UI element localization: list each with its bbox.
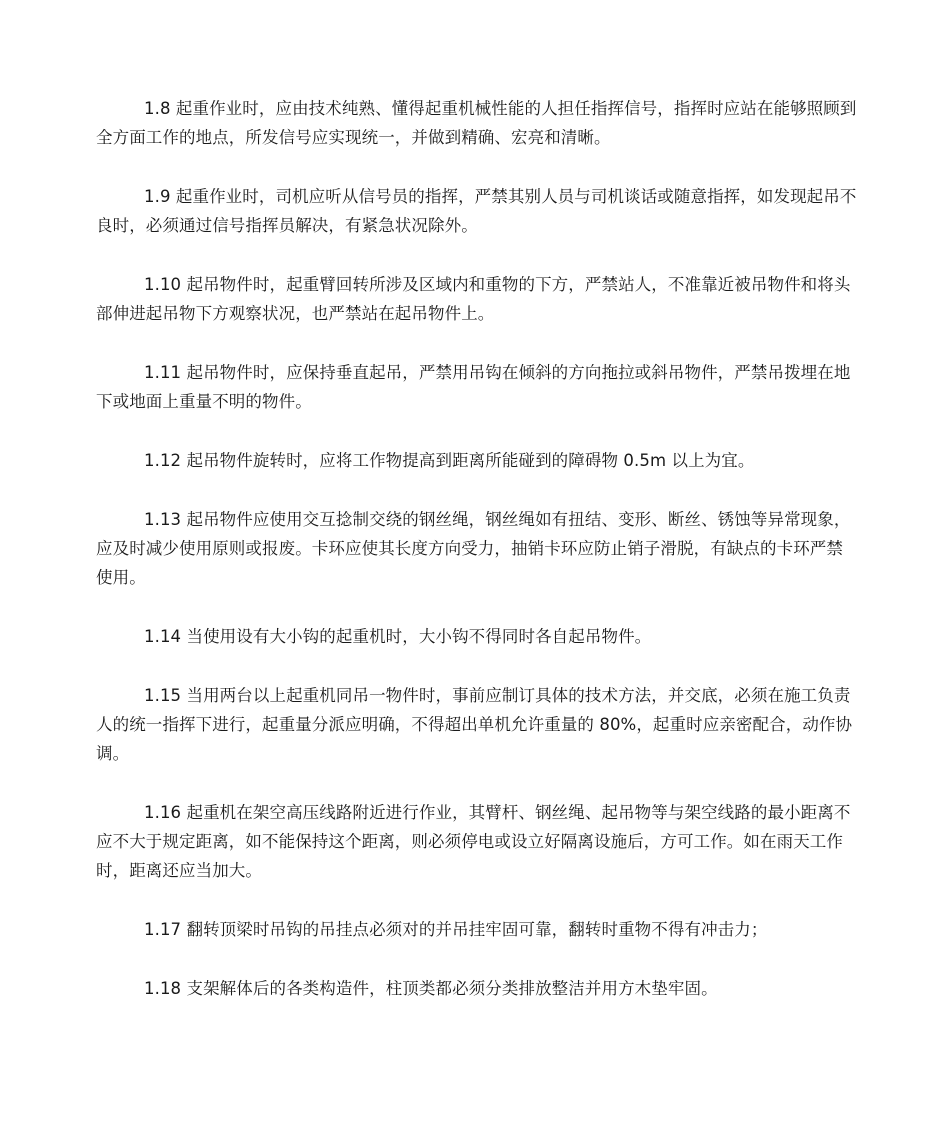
paragraph-1-13: 1.13 起吊物件应使用交互捻制交绕的钢丝绳，钢丝绳如有扭结、变形、断丝、锈蚀等异常现象，应及时减少使用原则或报废。卡环应使其长度方向受力，抽销卡环应防止销子滑脱，有缺点的卡环严禁使用。 [96, 510, 851, 587]
paragraph-1-9: 1.9 起重作业时，司机应听从信号员的指挥，严禁其别人员与司机谈话或随意指挥，如发现起吊不良时，必须通过信号指挥员解决，有紧急状况除外。 [96, 187, 857, 235]
paragraph-1-11: 1.11 起吊物件时，应保持垂直起吊，严禁用吊钩在倾斜的方向拖拉或斜吊物件，严禁吊拨埋在地下或地面上重量不明的物件。 [96, 363, 851, 411]
paragraph-1-14: 1.14 当使用设有大小钩的起重机时，大小钩不得同时各自起吊物件。 [144, 627, 652, 646]
paragraph-1-8: 1.8 起重作业时，应由技术纯熟、懂得起重机械性能的人担任指挥信号，指挥时应站在能够照顾到全方面工作的地点，所发信号应实现统一，并做到精确、宏亮和清晰。 [96, 99, 857, 147]
paragraph-1-16: 1.16 起重机在架空高压线路附近进行作业，其臂杆、钢丝绳、起吊物等与架空线路的最小距离不应不大于规定距离，如不能保持这个距离，则必须停电或设立好隔离设施后，方可工作。如在雨天工作时，距离还应当加大。 [96, 803, 851, 880]
paragraph-1-17: 1.17 翻转顶梁时吊钩的吊挂点必须对的并吊挂牢固可靠，翻转时重物不得有冲击力； [144, 920, 768, 939]
document-body [96, 94, 858, 1033]
paragraph-1-18: 1.18 支架解体后的各类构造件，柱顶类都必须分类排放整洁并用方木垫牢固。 [144, 979, 718, 998]
paragraph-1-15: 1.15 当用两台以上起重机同吊一物件时，事前应制订具体的技术方法，并交底，必须在施工负责人的统一指挥下进行，起重量分派应明确，不得超出单机允许重量的 80%，起重时应亲密配合，动作协调。 [96, 686, 853, 763]
paragraph-1-10: 1.10 起吊物件时，起重臂回转所涉及区域内和重物的下方，严禁站人，不准靠近被吊物件和将头部伸进起吊物下方观察状况，也严禁站在起吊物件上。 [96, 275, 851, 323]
paragraph-1-12: 1.12 起吊物件旋转时，应将工作物提高到距离所能碰到的障碍物 0.5m 以上为宜。 [144, 451, 755, 470]
